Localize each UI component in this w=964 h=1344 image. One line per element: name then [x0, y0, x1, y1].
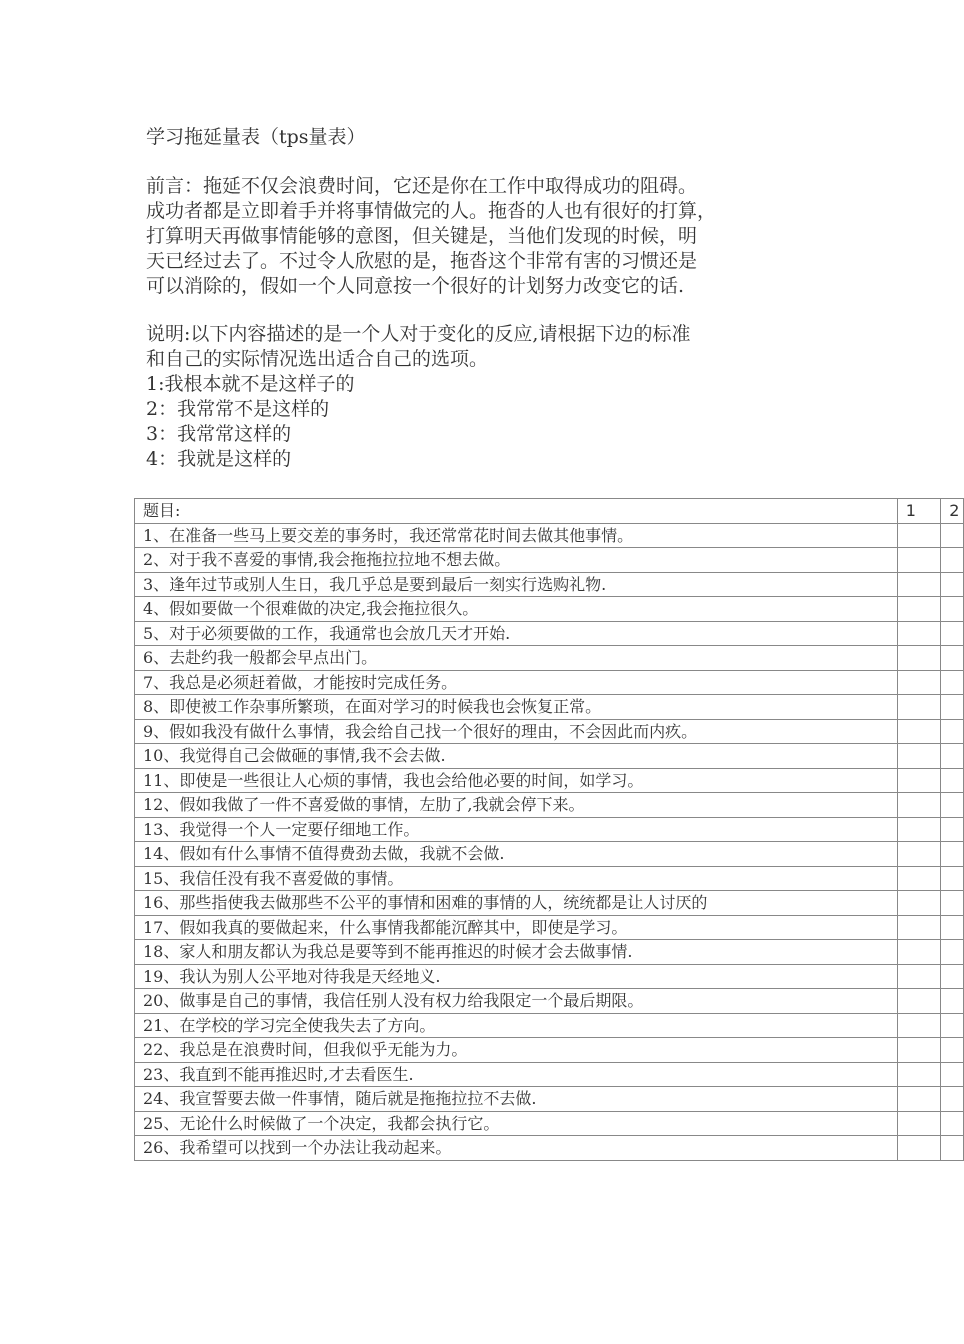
answer-cell-option-2[interactable]	[941, 842, 964, 867]
answer-cell-option-2[interactable]	[941, 1038, 964, 1063]
answer-cell-option-2[interactable]	[941, 572, 964, 597]
question-text: 12、假如我做了一件不喜爱做的事情，左肋了,我就会停下来。	[135, 793, 898, 818]
intro-line: 天已经过去了。不过令人欣慰的是，拖沓这个非常有害的习惯还是	[146, 250, 698, 272]
question-text: 5、对于必须要做的工作，我通常也会放几天才开始.	[135, 621, 898, 646]
answer-cell-option-2[interactable]	[941, 646, 964, 671]
answer-cell-option-1[interactable]	[897, 597, 940, 622]
table-row	[135, 523, 964, 548]
table-row	[135, 572, 964, 597]
answer-cell-option-1[interactable]	[897, 1136, 940, 1161]
question-text: 8、即使被工作杂事所繁琐，在面对学习的时候我也会恢复正常。	[135, 695, 898, 720]
question-text: 17、假如我真的要做起来，什么事情我都能沉醉其中，即使是学习。	[135, 915, 898, 940]
answer-cell-option-1[interactable]	[897, 940, 940, 965]
question-text: 6、去赴约我一般都会早点出门。	[135, 646, 898, 671]
table-row	[135, 817, 964, 842]
answer-cell-option-2[interactable]	[941, 1013, 964, 1038]
answer-cell-option-2[interactable]	[941, 1136, 964, 1161]
answer-cell-option-2[interactable]	[941, 891, 964, 916]
table-row	[135, 1087, 964, 1112]
questionnaire-table	[134, 498, 964, 1161]
table-row	[135, 842, 964, 867]
answer-cell-option-2[interactable]	[941, 621, 964, 646]
table-row	[135, 1136, 964, 1161]
table-header-row	[135, 499, 964, 524]
answer-cell-option-1[interactable]	[897, 1013, 940, 1038]
answer-cell-option-2[interactable]	[941, 695, 964, 720]
table-row	[135, 915, 964, 940]
answer-cell-option-1[interactable]	[897, 1087, 940, 1112]
answer-cell-option-2[interactable]	[941, 744, 964, 769]
answer-cell-option-1[interactable]	[897, 646, 940, 671]
answer-cell-option-2[interactable]	[941, 1062, 964, 1087]
question-text: 24、我宣誓要去做一件事情，随后就是拖拖拉拉不去做.	[135, 1087, 898, 1112]
answer-cell-option-2[interactable]	[941, 719, 964, 744]
answer-cell-option-2[interactable]	[941, 523, 964, 548]
answer-cell-option-2[interactable]	[941, 817, 964, 842]
question-text: 10、我觉得自己会做砸的事情,我不会去做.	[135, 744, 898, 769]
answer-cell-option-1[interactable]	[897, 548, 940, 573]
table-row	[135, 695, 964, 720]
question-text: 19、我认为别人公平地对待我是天经地义.	[135, 964, 898, 989]
question-text: 25、无论什么时候做了一个决定，我都会执行它。	[135, 1111, 898, 1136]
answer-cell-option-2[interactable]	[941, 768, 964, 793]
rating-scale-item: 4：我就是这样的	[146, 448, 292, 470]
answer-cell-option-2[interactable]	[941, 940, 964, 965]
table-row	[135, 597, 964, 622]
intro-line: 前言：拖延不仅会浪费时间，它还是你在工作中取得成功的阻碍。	[146, 175, 698, 197]
answer-cell-option-2[interactable]	[941, 915, 964, 940]
question-text: 23、我直到不能再推迟时,才去看医生.	[135, 1062, 898, 1087]
answer-cell-option-1[interactable]	[897, 915, 940, 940]
answer-cell-option-1[interactable]	[897, 719, 940, 744]
document-title: 学习拖延量表（tps量表）	[146, 126, 366, 148]
answer-cell-option-1[interactable]	[897, 695, 940, 720]
question-text: 7、我总是必须赶着做，才能按时完成任务。	[135, 670, 898, 695]
answer-cell-option-1[interactable]	[897, 1062, 940, 1087]
instructions	[146, 322, 826, 472]
option-1-column-header: 1	[897, 499, 940, 524]
answer-cell-option-1[interactable]	[897, 964, 940, 989]
answer-cell-option-2[interactable]	[941, 548, 964, 573]
question-text: 13、我觉得一个人一定要仔细地工作。	[135, 817, 898, 842]
question-text: 3、逢年过节或别人生日，我几乎总是要到最后一刻实行选购礼物.	[135, 572, 898, 597]
question-text: 18、家人和朋友都认为我总是要等到不能再推迟的时候才会去做事情.	[135, 940, 898, 965]
answer-cell-option-2[interactable]	[941, 793, 964, 818]
question-text: 2、对于我不喜爱的事情,我会拖拖拉拉地不想去做。	[135, 548, 898, 573]
answer-cell-option-1[interactable]	[897, 891, 940, 916]
question-text: 15、我信任没有我不喜爱做的事情。	[135, 866, 898, 891]
answer-cell-option-2[interactable]	[941, 964, 964, 989]
question-text: 14、假如有什么事情不值得费劲去做，我就不会做.	[135, 842, 898, 867]
answer-cell-option-2[interactable]	[941, 989, 964, 1014]
rating-scale-item: 1:我根本就不是这样子的	[146, 373, 355, 395]
table-row	[135, 670, 964, 695]
rating-scale-item: 2：我常常不是这样的	[146, 398, 330, 420]
question-text: 26、我希望可以找到一个办法让我动起来。	[135, 1136, 898, 1161]
table-row	[135, 989, 964, 1014]
table-row	[135, 744, 964, 769]
answer-cell-option-2[interactable]	[941, 670, 964, 695]
question-text: 9、假如我没有做什么事情，我会给自己找一个很好的理由，不会因此而内疚。	[135, 719, 898, 744]
table-row	[135, 646, 964, 671]
answer-cell-option-1[interactable]	[897, 866, 940, 891]
question-text: 4、假如要做一个很难做的决定,我会拖拉很久。	[135, 597, 898, 622]
answer-cell-option-1[interactable]	[897, 768, 940, 793]
answer-cell-option-1[interactable]	[897, 793, 940, 818]
option-2-column-header: 2	[941, 499, 964, 524]
answer-cell-option-1[interactable]	[897, 1038, 940, 1063]
intro-paragraph	[146, 174, 826, 299]
instruction-line: 和自己的实际情况选出适合自己的选项。	[146, 348, 489, 370]
answer-cell-option-2[interactable]	[941, 597, 964, 622]
answer-cell-option-1[interactable]	[897, 572, 940, 597]
rating-scale-list	[146, 372, 826, 472]
answer-cell-option-1[interactable]	[897, 523, 940, 548]
answer-cell-option-1[interactable]	[897, 1111, 940, 1136]
table-row	[135, 768, 964, 793]
answer-cell-option-1[interactable]	[897, 621, 940, 646]
table-row	[135, 548, 964, 573]
intro-line: 可以消除的，假如一个人同意按一个很好的计划努力改变它的话.	[146, 275, 685, 297]
table-row	[135, 621, 964, 646]
answer-cell-option-1[interactable]	[897, 744, 940, 769]
table-row	[135, 866, 964, 891]
table-row	[135, 1038, 964, 1063]
instruction-line: 说明:以下内容描述的是一个人对于变化的反应,请根据下边的标准	[146, 323, 691, 345]
answer-cell-option-2[interactable]	[941, 866, 964, 891]
answer-cell-option-1[interactable]	[897, 989, 940, 1014]
rating-scale-item: 3：我常常这样的	[146, 423, 292, 445]
question-column-header: 题目:	[135, 499, 898, 524]
question-text: 21、在学校的学习完全使我失去了方向。	[135, 1013, 898, 1038]
question-text: 11、即使是一些很让人心烦的事情，我也会给他必要的时间，如学习。	[135, 768, 898, 793]
intro-line: 成功者都是立即着手并将事情做完的人。拖沓的人也有很好的打算，	[146, 200, 717, 222]
question-text: 22、我总是在浪费时间，但我似乎无能为力。	[135, 1038, 898, 1063]
table-row	[135, 1111, 964, 1136]
table-row	[135, 719, 964, 744]
answer-cell-option-1[interactable]	[897, 817, 940, 842]
table-row	[135, 891, 964, 916]
table-row	[135, 964, 964, 989]
answer-cell-option-1[interactable]	[897, 842, 940, 867]
table-row	[135, 793, 964, 818]
table-row	[135, 1062, 964, 1087]
question-text: 20、做事是自己的事情，我信任别人没有权力给我限定一个最后期限。	[135, 989, 898, 1014]
answer-cell-option-1[interactable]	[897, 670, 940, 695]
answer-cell-option-2[interactable]	[941, 1111, 964, 1136]
answer-cell-option-2[interactable]	[941, 1087, 964, 1112]
table-row	[135, 1013, 964, 1038]
intro-line: 打算明天再做事情能够的意图，但关键是，当他们发现的时候，明	[146, 225, 698, 247]
table-row	[135, 940, 964, 965]
question-text: 16、那些指使我去做那些不公平的事情和困难的事情的人，统统都是让人讨厌的	[135, 891, 898, 916]
question-text: 1、在准备一些马上要交差的事务时，我还常常花时间去做其他事情。	[135, 523, 898, 548]
